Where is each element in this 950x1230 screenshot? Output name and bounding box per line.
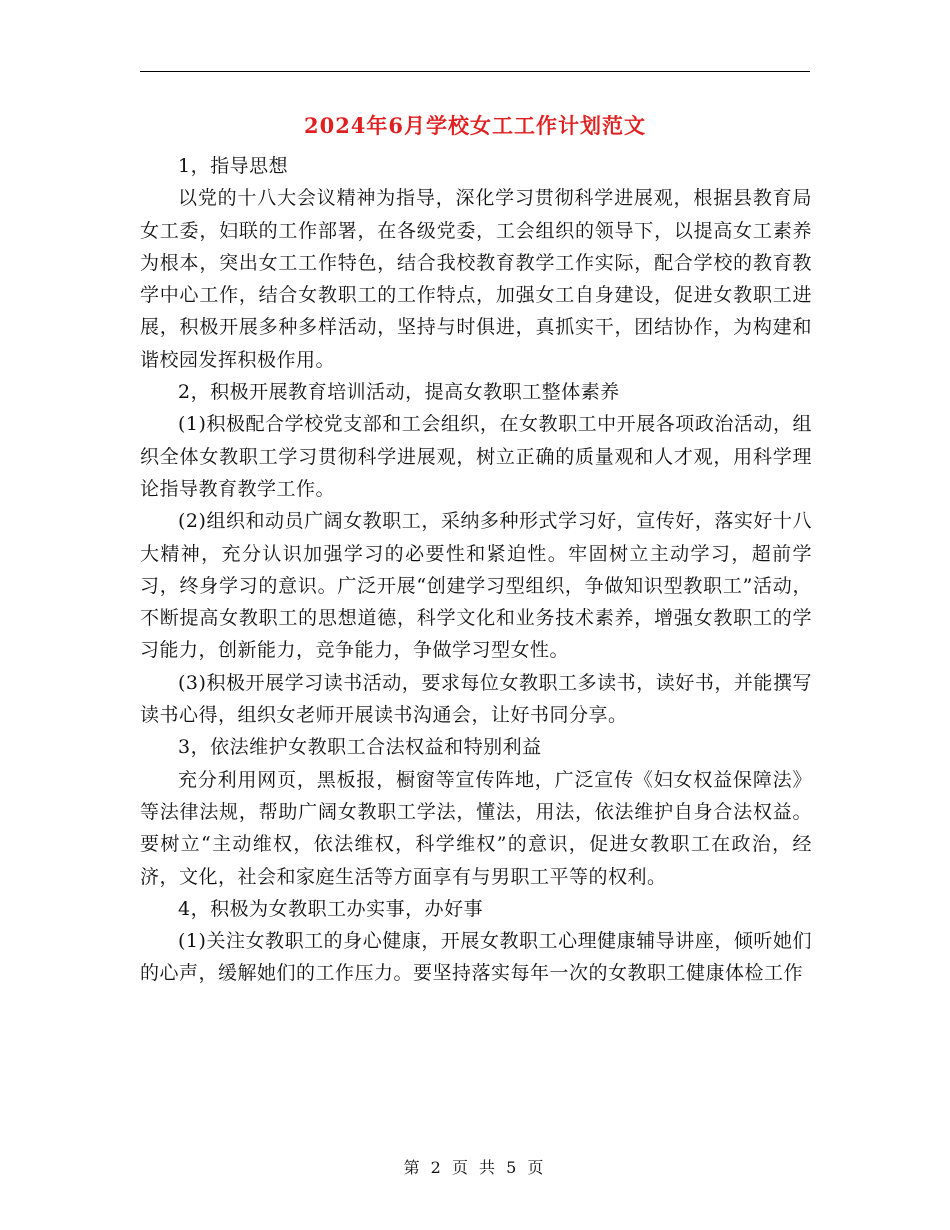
paragraph: 充分利用网页，黑板报，橱窗等宣传阵地，广泛宣传《妇女权益保障法》等法律法规，帮助广阔女教职工学法，懂法，用法，依法维护自身合法权益。要树立“主动维权，依法维权，科学维权”的意识，促进女教职工在政治，经济，文化，社会和家庭生活等方面享有与男职工平等的权利。 <box>140 768 812 888</box>
paragraph: 1，指导思想 <box>178 155 289 177</box>
paragraph: 4，积极为女教职工办实事，办好事 <box>178 897 484 920</box>
paragraph: (1)积极配合学校党支部和工会组织，在女教职工中开展各项政治活动，组织全体女教职工学习贯彻科学进展观，树立正确的质量观和人才观，用科学理论指导教育教学工作。 <box>140 413 812 500</box>
document-body <box>140 150 812 990</box>
header-rule <box>140 71 810 72</box>
paragraph: (2)组织和动员广阔女教职工，采纳多种形式学习好，宣传好，落实好十八大精神，充分认识加强学习的必要性和紧迫性。牢固树立主动学习，超前学习，终身学习的意识。广泛开展“创建学习型组织，争做知识型教职工”活动，不断提高女教职工的思想道德，科学文化和业务技术素养，增强女教职工的学习能力，创新能力，竞争能力，争做学习型女性。 <box>140 510 812 662</box>
paragraph: (1)关注女教职工的身心健康，开展女教职工心理健康辅导讲座，倾听她们的心声，缓解她们的工作压力。要坚持落实每年一次的女教职工健康体检工作 <box>140 930 812 985</box>
paragraph: 2，积极开展教育培训活动，提高女教职工整体素养 <box>178 381 620 404</box>
paragraph: (3)积极开展学习读书活动，要求每位女教职工多读书，读好书，并能撰写读书心得，组织女老师开展读书沟通会，让好书同分享。 <box>140 671 812 727</box>
paragraph: 3，依法维护女教职工合法权益和特别利益 <box>178 736 542 759</box>
paragraph: 以党的十八大会议精神为指导，深化学习贯彻科学进展观，根据县教育局女工委，妇联的工作部署，在各级党委，工会组织的领导下，以提高女工素养为根本，突出女工工作特色，结合我校教育教学工作实际，配合学校的教育教学中心工作，结合女教职工的工作特点，加强女工自身建设，促进女教职工进展，积极开展多种多样活动，坚持与时俱进，真抓实干，团结协作，为构建和谐校园发挥积极作用。 <box>140 187 812 371</box>
page-footer: 第 2 页 共 5 页 <box>403 1158 547 1177</box>
document-title: 2024年6月学校女工工作计划范文 <box>303 113 647 138</box>
